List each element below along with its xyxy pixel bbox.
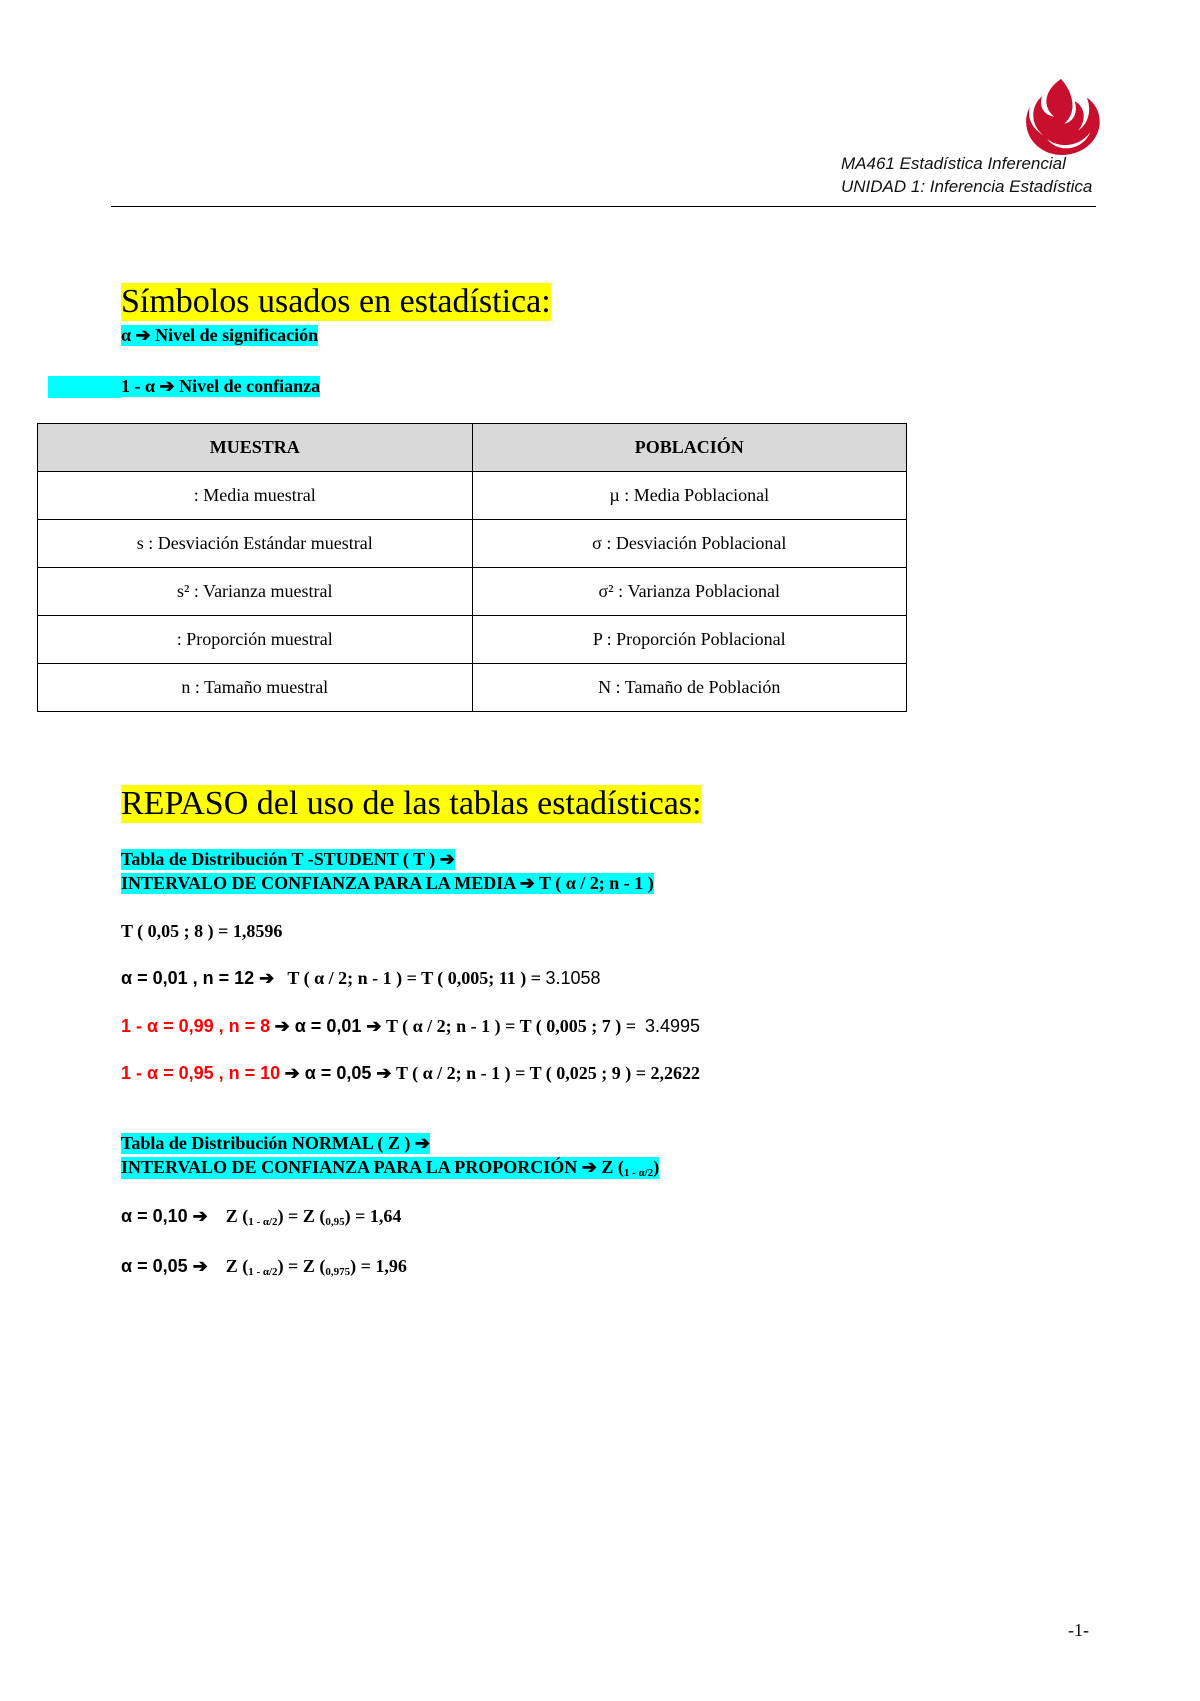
z-example-1-sub: 0,95 — [325, 1216, 345, 1228]
confidence-definition: 1 - α ➔ Nivel de confianza — [121, 376, 321, 396]
table-cell: P : Proporción Poblacional — [472, 616, 907, 664]
header-muestra: MUESTRA — [38, 424, 473, 472]
header-rule — [111, 206, 1096, 207]
t-example-2-result: 3.1058 — [545, 968, 601, 988]
z-interval-heading-close: ) — [653, 1157, 660, 1177]
z-example-1-sub: 1 - α/2 — [248, 1216, 278, 1228]
table-cell: : Media muestral — [38, 472, 473, 520]
z-example-2-part: Z ( — [225, 1256, 249, 1276]
table-row — [38, 616, 907, 664]
t-example-2-given: α = 0,01 , n = 12 ➔ — [121, 968, 275, 988]
section-title-symbols: Símbolos usados en estadística: — [121, 283, 551, 320]
header-poblacion: POBLACIÓN — [472, 424, 907, 472]
page-number: -1- — [1068, 1620, 1089, 1640]
t-example-4-given: 1 - α = 0,95 , n = 10 — [121, 1063, 281, 1083]
z-interval-heading-sub: 1 - α/2 — [623, 1167, 654, 1179]
z-interval-heading-text: INTERVALO DE CONFIANZA PARA LA PROPORCIÓN ➔ Z ( — [121, 1157, 624, 1177]
z-example-1-part: Z ( — [225, 1206, 249, 1226]
t-example-2-formula: T ( α / 2; n - 1 ) = T ( 0,005; 11 ) = — [287, 968, 541, 988]
table-cell: s : Desviación Estándar muestral — [38, 520, 473, 568]
z-table-heading: Tabla de Distribución NORMAL ( Z ) ➔ — [121, 1133, 430, 1153]
table-row — [38, 568, 907, 616]
t-interval-heading: INTERVALO DE CONFIANZA PARA LA MEDIA ➔ T ( α / 2; n - 1 ) — [121, 873, 654, 893]
z-interval-heading — [121, 1157, 659, 1179]
table-cell: s² : Varianza muestral — [38, 568, 473, 616]
t-example-4-alpha: ➔ α = 0,05 ➔ — [284, 1063, 392, 1083]
section-title-review: REPASO del uso de las tablas estadísticas: — [121, 785, 702, 822]
z-example-1-part: ) = Z ( — [277, 1206, 326, 1226]
z-example-2-given: α = 0,05 ➔ — [121, 1256, 208, 1276]
table-row — [38, 664, 907, 712]
alpha-definition: α ➔ Nivel de significación — [121, 325, 319, 345]
t-example-1: T ( 0,05 ; 8 ) = 1,8596 — [121, 921, 283, 941]
z-example-2-part: ) = Z ( — [277, 1256, 326, 1276]
t-example-4-formula: T ( α / 2; n - 1 ) = T ( 0,025 ; 9 ) = 2,2622 — [395, 1063, 701, 1083]
z-example-2 — [121, 1256, 407, 1278]
table-cell: n : Tamaño muestral — [38, 664, 473, 712]
upc-logo-icon — [1018, 72, 1104, 158]
z-example-1-given: α = 0,10 ➔ — [121, 1206, 208, 1226]
z-example-1 — [121, 1206, 401, 1228]
t-example-3-formula: T ( α / 2; n - 1 ) = T ( 0,005 ; 7 ) = — [385, 1016, 637, 1036]
header-course: MA461 Estadística Inferencial — [841, 154, 1066, 173]
header-unit: UNIDAD 1: Inferencia Estadística — [841, 177, 1093, 196]
symbols-table — [37, 423, 907, 712]
t-example-3-alpha: ➔ α = 0,01 ➔ — [274, 1016, 382, 1036]
t-example-3-result: 3.4995 — [645, 1016, 701, 1036]
table-cell: : Proporción muestral — [38, 616, 473, 664]
t-example-4 — [121, 1063, 700, 1084]
table-cell: µ : Media Poblacional — [472, 472, 907, 520]
table-row — [38, 520, 907, 568]
z-example-2-sub: 1 - α/2 — [248, 1266, 278, 1278]
t-table-heading: Tabla de Distribución T -STUDENT ( T ) ➔ — [121, 849, 455, 869]
z-example-2-sub: 0,975 — [325, 1266, 351, 1278]
highlight-indent — [48, 376, 121, 398]
table-header-row — [38, 424, 907, 472]
table-cell: σ : Desviación Poblacional — [472, 520, 907, 568]
t-example-3-given: 1 - α = 0,99 , n = 8 — [121, 1016, 271, 1036]
table-cell: σ² : Varianza Poblacional — [472, 568, 907, 616]
t-example-2 — [121, 968, 601, 989]
table-row — [38, 472, 907, 520]
z-example-2-result: ) = 1,96 — [350, 1256, 407, 1276]
t-example-3 — [121, 1016, 700, 1037]
table-cell: N : Tamaño de Población — [472, 664, 907, 712]
z-example-1-result: ) = 1,64 — [344, 1206, 402, 1226]
